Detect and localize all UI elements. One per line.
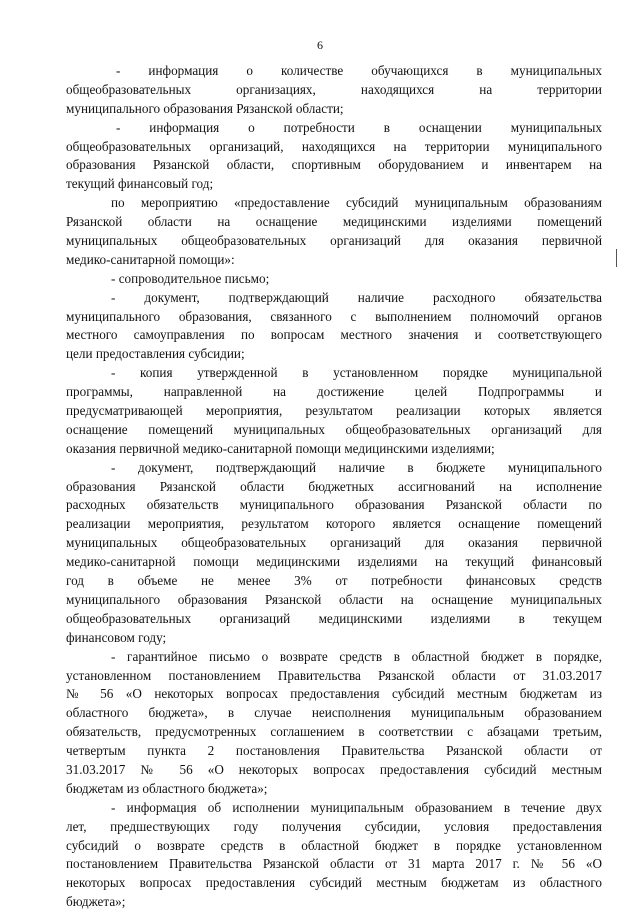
- text-line: - копия утвержденной в установленном порядке муниципальной: [111, 365, 602, 381]
- text-line: местного самоуправления по вопросам местного значения и соответствующего: [66, 327, 602, 343]
- text-line: муниципального образования, связанного с выполнением полномочий органов: [66, 308, 602, 324]
- text-line: программы, направленной на достижение целей Подпрограммы и: [66, 384, 602, 400]
- text-line: постановлением Правительства Рязанской области от 31 марта 2017 г. № 56 «О: [66, 856, 602, 872]
- text-line: - информация о количестве обучающихся в муниципальных: [116, 63, 602, 78]
- text-line: муниципального образования Рязанской области на оснащение муниципальных: [66, 591, 602, 607]
- text-line: бюджета»;: [66, 894, 126, 910]
- text-line: образования Рязанской области бюджетных ассигнований на исполнение: [66, 478, 602, 494]
- text-line: обязательств, предусмотренных соглашением в соответствии с абзацами третьим,: [66, 724, 602, 740]
- document-body: [66, 62, 602, 912]
- text-line: субсидий о возврате средств в областной бюджет в порядке установленном: [66, 837, 602, 853]
- text-line: четвертым пункта 2 постановления Правительства Рязанской области от: [66, 743, 602, 759]
- text-line: - документ, подтверждающий наличие в бюджете муниципального: [111, 459, 602, 475]
- page-number: 6: [317, 38, 323, 52]
- text-line: оснащение помещений муниципальных общеобразовательных организаций для: [66, 421, 602, 437]
- margin-mark: [616, 249, 617, 267]
- text-line: некоторых вопросах предоставления субсидий местным бюджетам из областного: [66, 875, 602, 891]
- text-line: лет, предшествующих году получения субсидии, условия предоставления: [66, 818, 602, 834]
- text-line: оказания первичной медико-санитарной помощи медицинскими изделиями;: [66, 440, 495, 456]
- text-line: - информация об исполнении муниципальным образованием в течение двух: [111, 799, 602, 815]
- text-line: текущий финансовый год;: [66, 176, 214, 192]
- text-line: медико-санитарной помощи медицинскими изделиями на текущий финансовый: [66, 554, 602, 570]
- text-line: - сопроводительное письмо;: [111, 270, 270, 286]
- text-line: - информация о потребности в оснащении муниципальных: [116, 119, 602, 135]
- text-line: общеобразовательных организаций медицинскими изделиями в текущем: [66, 610, 602, 626]
- text-line: № 56 «О некоторых вопросах предоставления субсидий местным бюджетам из: [66, 686, 602, 702]
- text-line: год в объеме не менее 3% от потребности финансовых средств: [66, 573, 602, 589]
- text-line: Рязанской области на оснащение медицинскими изделиями помещений: [66, 214, 602, 230]
- text-line: муниципального образования Рязанской области;: [66, 100, 344, 116]
- text-line: бюджетам из областного бюджета»;: [66, 780, 268, 796]
- text-line: установленном постановлением Правительства Рязанской области от 31.03.2017: [66, 667, 602, 683]
- text-line: 31.03.2017 № 56 «О некоторых вопросах предоставления субсидий местным: [66, 761, 602, 777]
- text-line: муниципальных общеобразовательных организаций для оказания первичной: [66, 535, 602, 551]
- text-line: общеобразовательных организациях, находящихся на территории: [66, 81, 602, 97]
- text-line: - документ, подтверждающий наличие расходного обязательства: [111, 289, 602, 305]
- text-line: муниципальных общеобразовательных организаций для оказания первичной: [66, 233, 602, 249]
- text-line: цели предоставления субсидии;: [66, 346, 245, 362]
- text-line: предусматривающей мероприятия, результатом реализации которых является: [66, 403, 602, 419]
- text-line: расходных обязательств муниципального образования Рязанской области по: [66, 497, 602, 513]
- text-line: областного бюджета», в случае неисполнения муниципальным образованием: [66, 705, 602, 721]
- text-line: общеобразовательных организаций, находящихся на территории муниципального: [66, 138, 602, 154]
- text-line: по мероприятию «предоставление субсидий муниципальным образованиям: [111, 195, 602, 211]
- text-line: финансовом году;: [66, 629, 167, 645]
- text-line: - гарантийное письмо о возврате средств в областной бюджет в порядке,: [111, 648, 602, 664]
- text-line: образования Рязанской области, спортивным оборудованием и инвентарем на: [66, 157, 602, 173]
- text-line: реализации мероприятия, результатом которого является оснащение помещений: [66, 516, 602, 532]
- text-line: медико-санитарной помощи»:: [66, 251, 235, 267]
